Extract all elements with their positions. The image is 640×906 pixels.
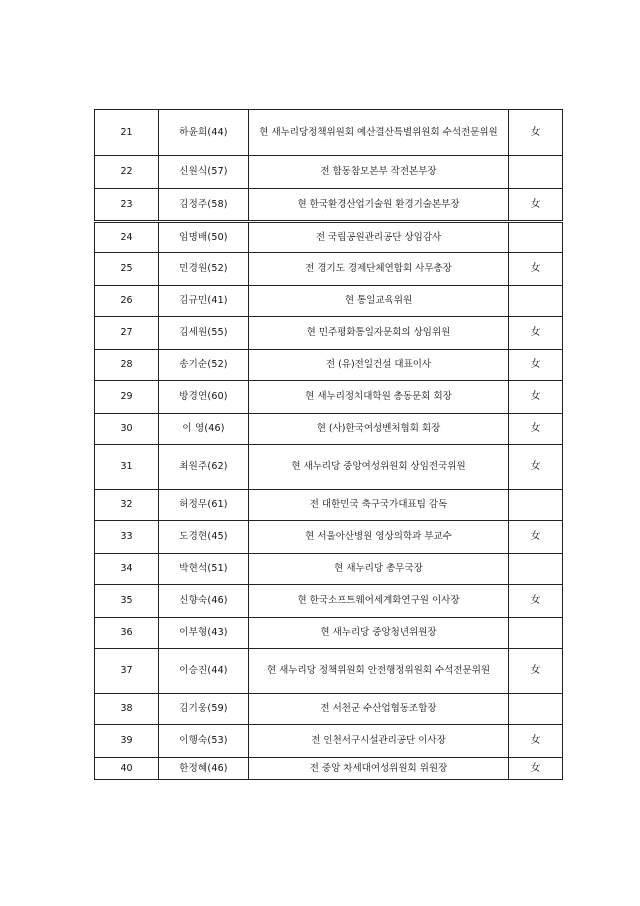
candidate-name: 김정주(58) — [159, 189, 249, 222]
candidate-career: 현 서울아산병원 영상의학과 부교수 — [249, 521, 509, 554]
candidate-career: 전 인천서구시설관리공단 이사장 — [249, 725, 509, 758]
row-number: 38 — [95, 694, 159, 725]
candidate-career: 전 (유)전일건설 대표이사 — [249, 350, 509, 381]
candidate-name: 임명배(50) — [159, 222, 249, 253]
row-number: 24 — [95, 222, 159, 253]
candidate-table — [94, 109, 563, 780]
row-number: 23 — [95, 189, 159, 222]
row-number: 25 — [95, 253, 159, 286]
gender-mark — [509, 618, 563, 649]
candidate-career: 현 새누리당정책위원회 예산결산특별위원회 수석전문위원 — [249, 110, 509, 156]
row-number: 40 — [95, 758, 159, 780]
table-row — [95, 694, 563, 725]
gender-mark: 女 — [509, 253, 563, 286]
candidate-name: 민경원(52) — [159, 253, 249, 286]
row-number: 31 — [95, 445, 159, 490]
row-number: 39 — [95, 725, 159, 758]
row-number: 36 — [95, 618, 159, 649]
gender-mark: 女 — [509, 189, 563, 222]
row-number: 37 — [95, 649, 159, 694]
gender-mark — [509, 694, 563, 725]
candidate-name: 한정혜(46) — [159, 758, 249, 780]
candidate-name: 최원주(62) — [159, 445, 249, 490]
gender-mark — [509, 286, 563, 317]
candidate-name: 이부형(43) — [159, 618, 249, 649]
row-number: 28 — [95, 350, 159, 381]
candidate-career: 현 한국소프트웨어세계화연구원 이사장 — [249, 585, 509, 618]
row-number: 26 — [95, 286, 159, 317]
table-row — [95, 521, 563, 554]
candidate-career: 전 서천군 수산업협동조합장 — [249, 694, 509, 725]
row-number: 34 — [95, 554, 159, 585]
table-row — [95, 649, 563, 694]
table-row — [95, 414, 563, 445]
candidate-name: 이행숙(53) — [159, 725, 249, 758]
candidate-name: 방경연(60) — [159, 381, 249, 414]
candidate-table-body — [95, 110, 563, 780]
table-row — [95, 286, 563, 317]
gender-mark: 女 — [509, 758, 563, 780]
candidate-name: 송기순(52) — [159, 350, 249, 381]
gender-mark — [509, 490, 563, 521]
candidate-career: 현 새누리당 중앙여성위원회 상임전국위원 — [249, 445, 509, 490]
candidate-career: 현 새누리당 중앙청년위원장 — [249, 618, 509, 649]
table-row — [95, 317, 563, 350]
table-row — [95, 554, 563, 585]
candidate-name: 김세원(55) — [159, 317, 249, 350]
table-row — [95, 618, 563, 649]
candidate-career: 전 합동참모본부 작전본부장 — [249, 156, 509, 189]
gender-mark — [509, 554, 563, 585]
candidate-career: 현 민주평화통일자문회의 상임위원 — [249, 317, 509, 350]
candidate-name: 하윤희(44) — [159, 110, 249, 156]
candidate-name: 신향숙(46) — [159, 585, 249, 618]
table-row — [95, 381, 563, 414]
candidate-career: 현 통일교육위원 — [249, 286, 509, 317]
row-number: 21 — [95, 110, 159, 156]
row-number: 27 — [95, 317, 159, 350]
gender-mark: 女 — [509, 445, 563, 490]
table-row — [95, 585, 563, 618]
candidate-name: 김규민(41) — [159, 286, 249, 317]
gender-mark: 女 — [509, 350, 563, 381]
candidate-name: 김기웅(59) — [159, 694, 249, 725]
candidate-name: 신원식(57) — [159, 156, 249, 189]
row-number: 30 — [95, 414, 159, 445]
gender-mark: 女 — [509, 414, 563, 445]
candidate-career: 현 한국환경산업기술원 환경기술본부장 — [249, 189, 509, 222]
candidate-name: 도경현(45) — [159, 521, 249, 554]
table-row — [95, 725, 563, 758]
candidate-career: 전 경기도 경제단체연합회 사무총장 — [249, 253, 509, 286]
candidate-career: 현 (사)한국여성벤처협회 회장 — [249, 414, 509, 445]
gender-mark — [509, 222, 563, 253]
row-number: 35 — [95, 585, 159, 618]
candidate-name: 박현석(51) — [159, 554, 249, 585]
gender-mark: 女 — [509, 725, 563, 758]
candidate-career: 현 새누리정치대학원 총동문회 회장 — [249, 381, 509, 414]
table-row — [95, 222, 563, 253]
candidate-name: 이 영(46) — [159, 414, 249, 445]
gender-mark: 女 — [509, 381, 563, 414]
row-number: 33 — [95, 521, 159, 554]
gender-mark: 女 — [509, 317, 563, 350]
gender-mark: 女 — [509, 521, 563, 554]
row-number: 22 — [95, 156, 159, 189]
row-number: 32 — [95, 490, 159, 521]
table-row — [95, 189, 563, 222]
gender-mark: 女 — [509, 649, 563, 694]
gender-mark — [509, 156, 563, 189]
candidate-name: 이승진(44) — [159, 649, 249, 694]
gender-mark: 女 — [509, 585, 563, 618]
candidate-career: 전 중앙 차세대여성위원회 위원장 — [249, 758, 509, 780]
table-row — [95, 490, 563, 521]
candidate-career: 현 새누리당 총무국장 — [249, 554, 509, 585]
candidate-career: 전 대한민국 축구국가대표팀 감독 — [249, 490, 509, 521]
table-row — [95, 350, 563, 381]
table-row — [95, 253, 563, 286]
table-row — [95, 758, 563, 780]
row-number: 29 — [95, 381, 159, 414]
table-row — [95, 156, 563, 189]
candidate-career: 현 새누리당 정책위원회 안전행정위원회 수석전문위원 — [249, 649, 509, 694]
gender-mark: 女 — [509, 110, 563, 156]
table-row — [95, 445, 563, 490]
candidate-name: 허정무(61) — [159, 490, 249, 521]
candidate-career: 전 국립공원관리공단 상임감사 — [249, 222, 509, 253]
table-row — [95, 110, 563, 156]
